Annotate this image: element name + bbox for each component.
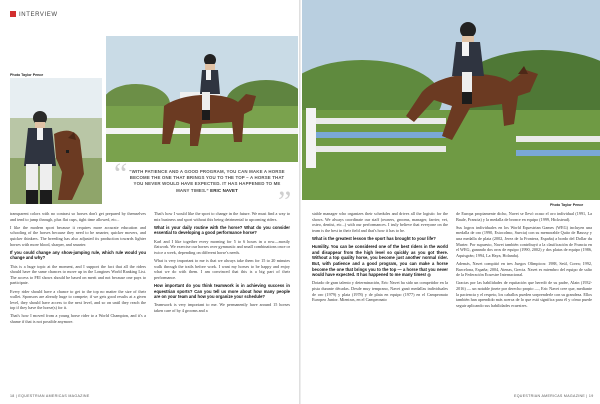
paragraph: This is a huge topic at the moment, and I support the fact that all the riders should have the same chances to move up in the Longines World Ranking List. The access to FEI shows should be based on merit and not because one pays to participate.	[10, 263, 146, 286]
paragraph: de Europa propiamente dicho, Navet se llevó ocaso el oro individual (1991, La Baule, Francia) y la medalla de bronce en equipo (1999, Hickstead).	[456, 211, 592, 222]
left-footer: 18 | EQUESTRIAN AMERICAS MAGAZINE	[10, 394, 90, 398]
left-column-1	[10, 211, 146, 327]
paragraph: Sus logros individuales en los World Equestrian Games (WEG) incluyen una medalla de oro (1990, Estocolmo, Suecia) con su memorable Quito de Baussy y una medalla de plata (2002, Jerez de la Frontera, España) a bordo del Dollar du Murier. Por supuesto, Navet también contribuyó a la clasificación de Francia en el WEG, ganando dos oros de equipo (1990, 2002) y dos platas de equipo (1986, Aquisgrán; 1994, La Haya, Holanda).	[456, 224, 592, 258]
paragraph: What is very important to me is that we always take them for 15 to 20 minutes walk through the trails before work. I want my horses to be happy and enjoy what we do with them. I am convinced that this is a big part of their performance.	[154, 257, 290, 280]
question	[154, 283, 290, 300]
question-text: What is the greatest lesson the sport has brought to your life?	[312, 235, 436, 241]
question-text: How important do you think teamwork is in achieving success in equestrian sports? Can you tell us more about how many people are on your team and how you organize your schedule?	[154, 282, 290, 300]
section-marker	[10, 11, 16, 17]
paragraph: That's how I moved from a young horse rider to a World Champion, and it's a shame if that is not possible anymore.	[10, 313, 146, 325]
question-text: If you could change any show-jumping rule, which rule would you change and why?	[10, 249, 146, 261]
paragraph: Every rider should have a chance to get to the top no matter the size of their wallet. Sponsors are already huge to compete; if we gets good results at a given level, they should have access to the next level, and so on until they reach the top if they have the horse(s) for it.	[10, 288, 146, 311]
photo-caption-small: Photo Taylor Pence	[10, 73, 44, 77]
photo-jump-large	[302, 0, 600, 200]
right-footer: EQUESTRIAN AMERICAS MAGAZINE | 19	[514, 394, 594, 398]
section-tag-label: INTERVIEW	[19, 12, 58, 18]
paragraph: I like the modern sport because it requires more accurate education and schooling of the horses because they need to be smarter, quicker movers, and quicker thinkers. The breeding has also adjusted its production towards lighter horses with more blood, sharper, and smarter.	[10, 224, 146, 247]
paragraph: Teamwork is very important to me. We permanently have around 15 horses taken care of by 4 grooms and a	[154, 302, 290, 313]
question	[312, 236, 448, 242]
paragraph: stable manager who organizes their schedules and drives all the logistic for the shows. We always coordinate our staff (owners, grooms, manager, farrier, vet, osteo, dentist, etc...) with our performances. I truly believe that everyone on the team is the best in their field and that's how it has to be.	[312, 211, 448, 233]
paragraph	[312, 244, 448, 278]
answer-lead: Humility. You can be considered one of the best riders in the world and disappear from the high level so quickly as you got there. Without a top quality horse, you become just another normal rider. But, with patience and a good program, you can make a horse become the one that brings you to the top — a horse that you never would have expected. It has happened to me many times! ◎	[312, 244, 448, 278]
left-column-2	[154, 211, 290, 316]
pull-quote-text	[128, 169, 286, 194]
photo-rider-mounted-art	[106, 36, 298, 162]
question	[10, 250, 146, 261]
section-tag	[10, 11, 58, 18]
paragraph: transparent colors with no contrast so horses don't get prepared by themselves and tend to jump through, plus flat cups, tight time allowed, etc...	[10, 211, 146, 222]
quote-open-mark: “	[114, 157, 128, 190]
pull-quote-author: ERIC NAVET	[210, 187, 238, 193]
question	[154, 225, 290, 236]
pull-quote-body: “WITH PATIENCE AND A GOOD PROGRAM, YOU CAN MAKE A HORSE BECOME THE ONE THAT BRINGS YOU TO THE TOP – A HORSE THAT YOU NEVER WOULD HAVE EXPECTED. IT HAS HAPPENED TO ME MANY TIMES.”	[129, 169, 285, 193]
paragraph: That's how I would like the sport to change in the future. We must find a way to mix business and sport without this being detrimental to upcoming riders.	[154, 211, 290, 222]
paragraph: Karl and I like together every morning for 5 to 6 hours in a row—mostly flatwork. We exercise our horses over gymnastic and small combinations once or twice a week, depending on different horse's needs.	[154, 238, 290, 255]
question-text: What is your daily routine with the horse? What do you consider essential to developing a good performance horse?	[154, 224, 290, 236]
paragraph: Además, Navet compitió en tres Juegos Olímpicos: 1988, Seúl, Corea; 1992, Barcelona, España; 2004, Atenas, Grecia. Navet es miembro del equipo de salto de la Federación Ecuestre Internacional.	[456, 260, 592, 278]
photo-rider-standing	[10, 78, 102, 204]
photo-caption: Photo Taylor Pence	[550, 203, 584, 207]
photo-rider-standing-art	[10, 78, 102, 204]
paragraph: Dotado de gran talento y determinación, Eric Navet ha sido un competidor en la pista durante décadas. Desde muy temprano, Navet ganó medallas individuales de oro (1979) y plata (1978) y de plata en equipo (1977) en el Campeonato Europeo Junior. Mientras, en el Campeonato	[312, 280, 448, 303]
right-column-1	[312, 211, 448, 305]
spread-gutter	[299, 0, 301, 404]
quote-close-mark: ”	[278, 185, 292, 218]
photo-rider-mounted	[106, 36, 298, 162]
photo-jump-large-art	[302, 0, 600, 200]
paragraph: Gracias por las habilidades de equitación que heredó de su padre, Alain (1932-2016) — un notable jinete por derecho propio —, Eric Navet cree que, mediante la paciencia y el respeto, los caballos pueden sorprenderle con su grandeza. Ellos también han aprendido más acerca de lo que está significa para él y cómo puede seguir aplicando sus habilidades ecuestres.	[456, 280, 592, 308]
right-column-2	[456, 211, 592, 311]
